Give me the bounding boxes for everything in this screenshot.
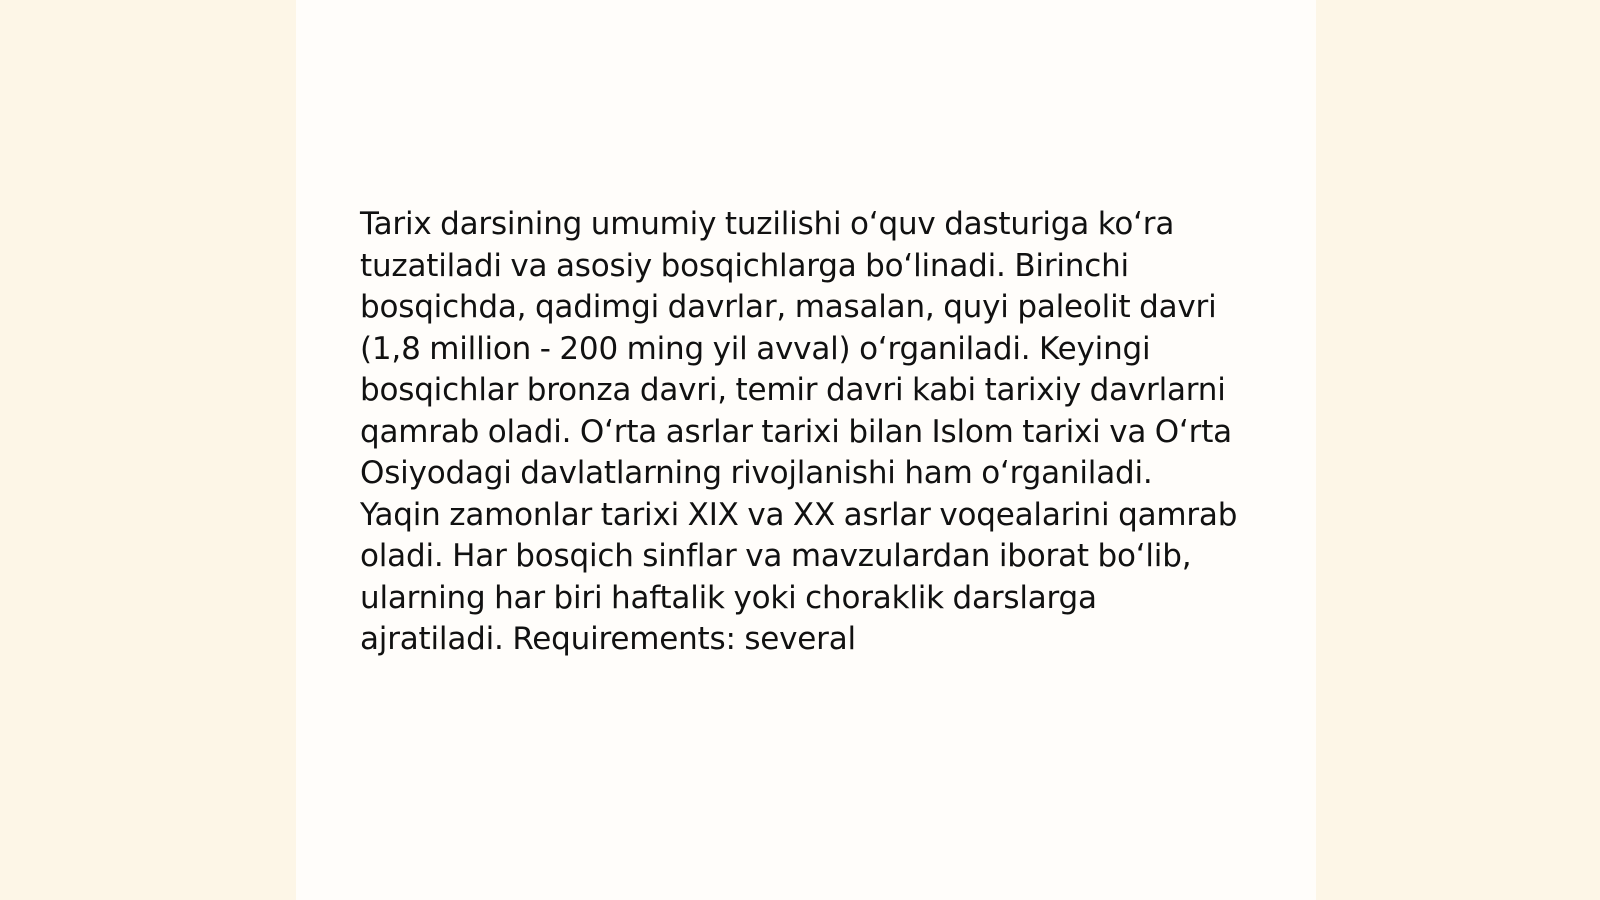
body-paragraph: Tarix darsining umumiy tuzilishi o‘quv dasturiga ko‘ra tuzatiladi va asosiy bosqichlarga bo‘linadi. Birinchi bosqichda, qadimgi davrlar, masalan, quyi paleolit davri (1,8 million - 200 ming yil avval) o‘rganiladi. Keyingi bosqichlar bronza davri, temir davri kabi tarixiy davrlarni qamrab oladi. O‘rta asrlar tarixi bilan Islom tarixi va O‘rta Osiyodagi davlatlarning rivojlanishi ham o‘rganiladi. Yaqin zamonlar tarixi XIX va XX asrlar voqealarini qamrab oladi. Har bosqich sinflar va mavzulardan iborat bo‘lib, ularning har biri haftalik yoki choraklik darslarga ajratiladi. Requirements: several (360, 206, 1238, 657)
document-page (296, 0, 1316, 900)
